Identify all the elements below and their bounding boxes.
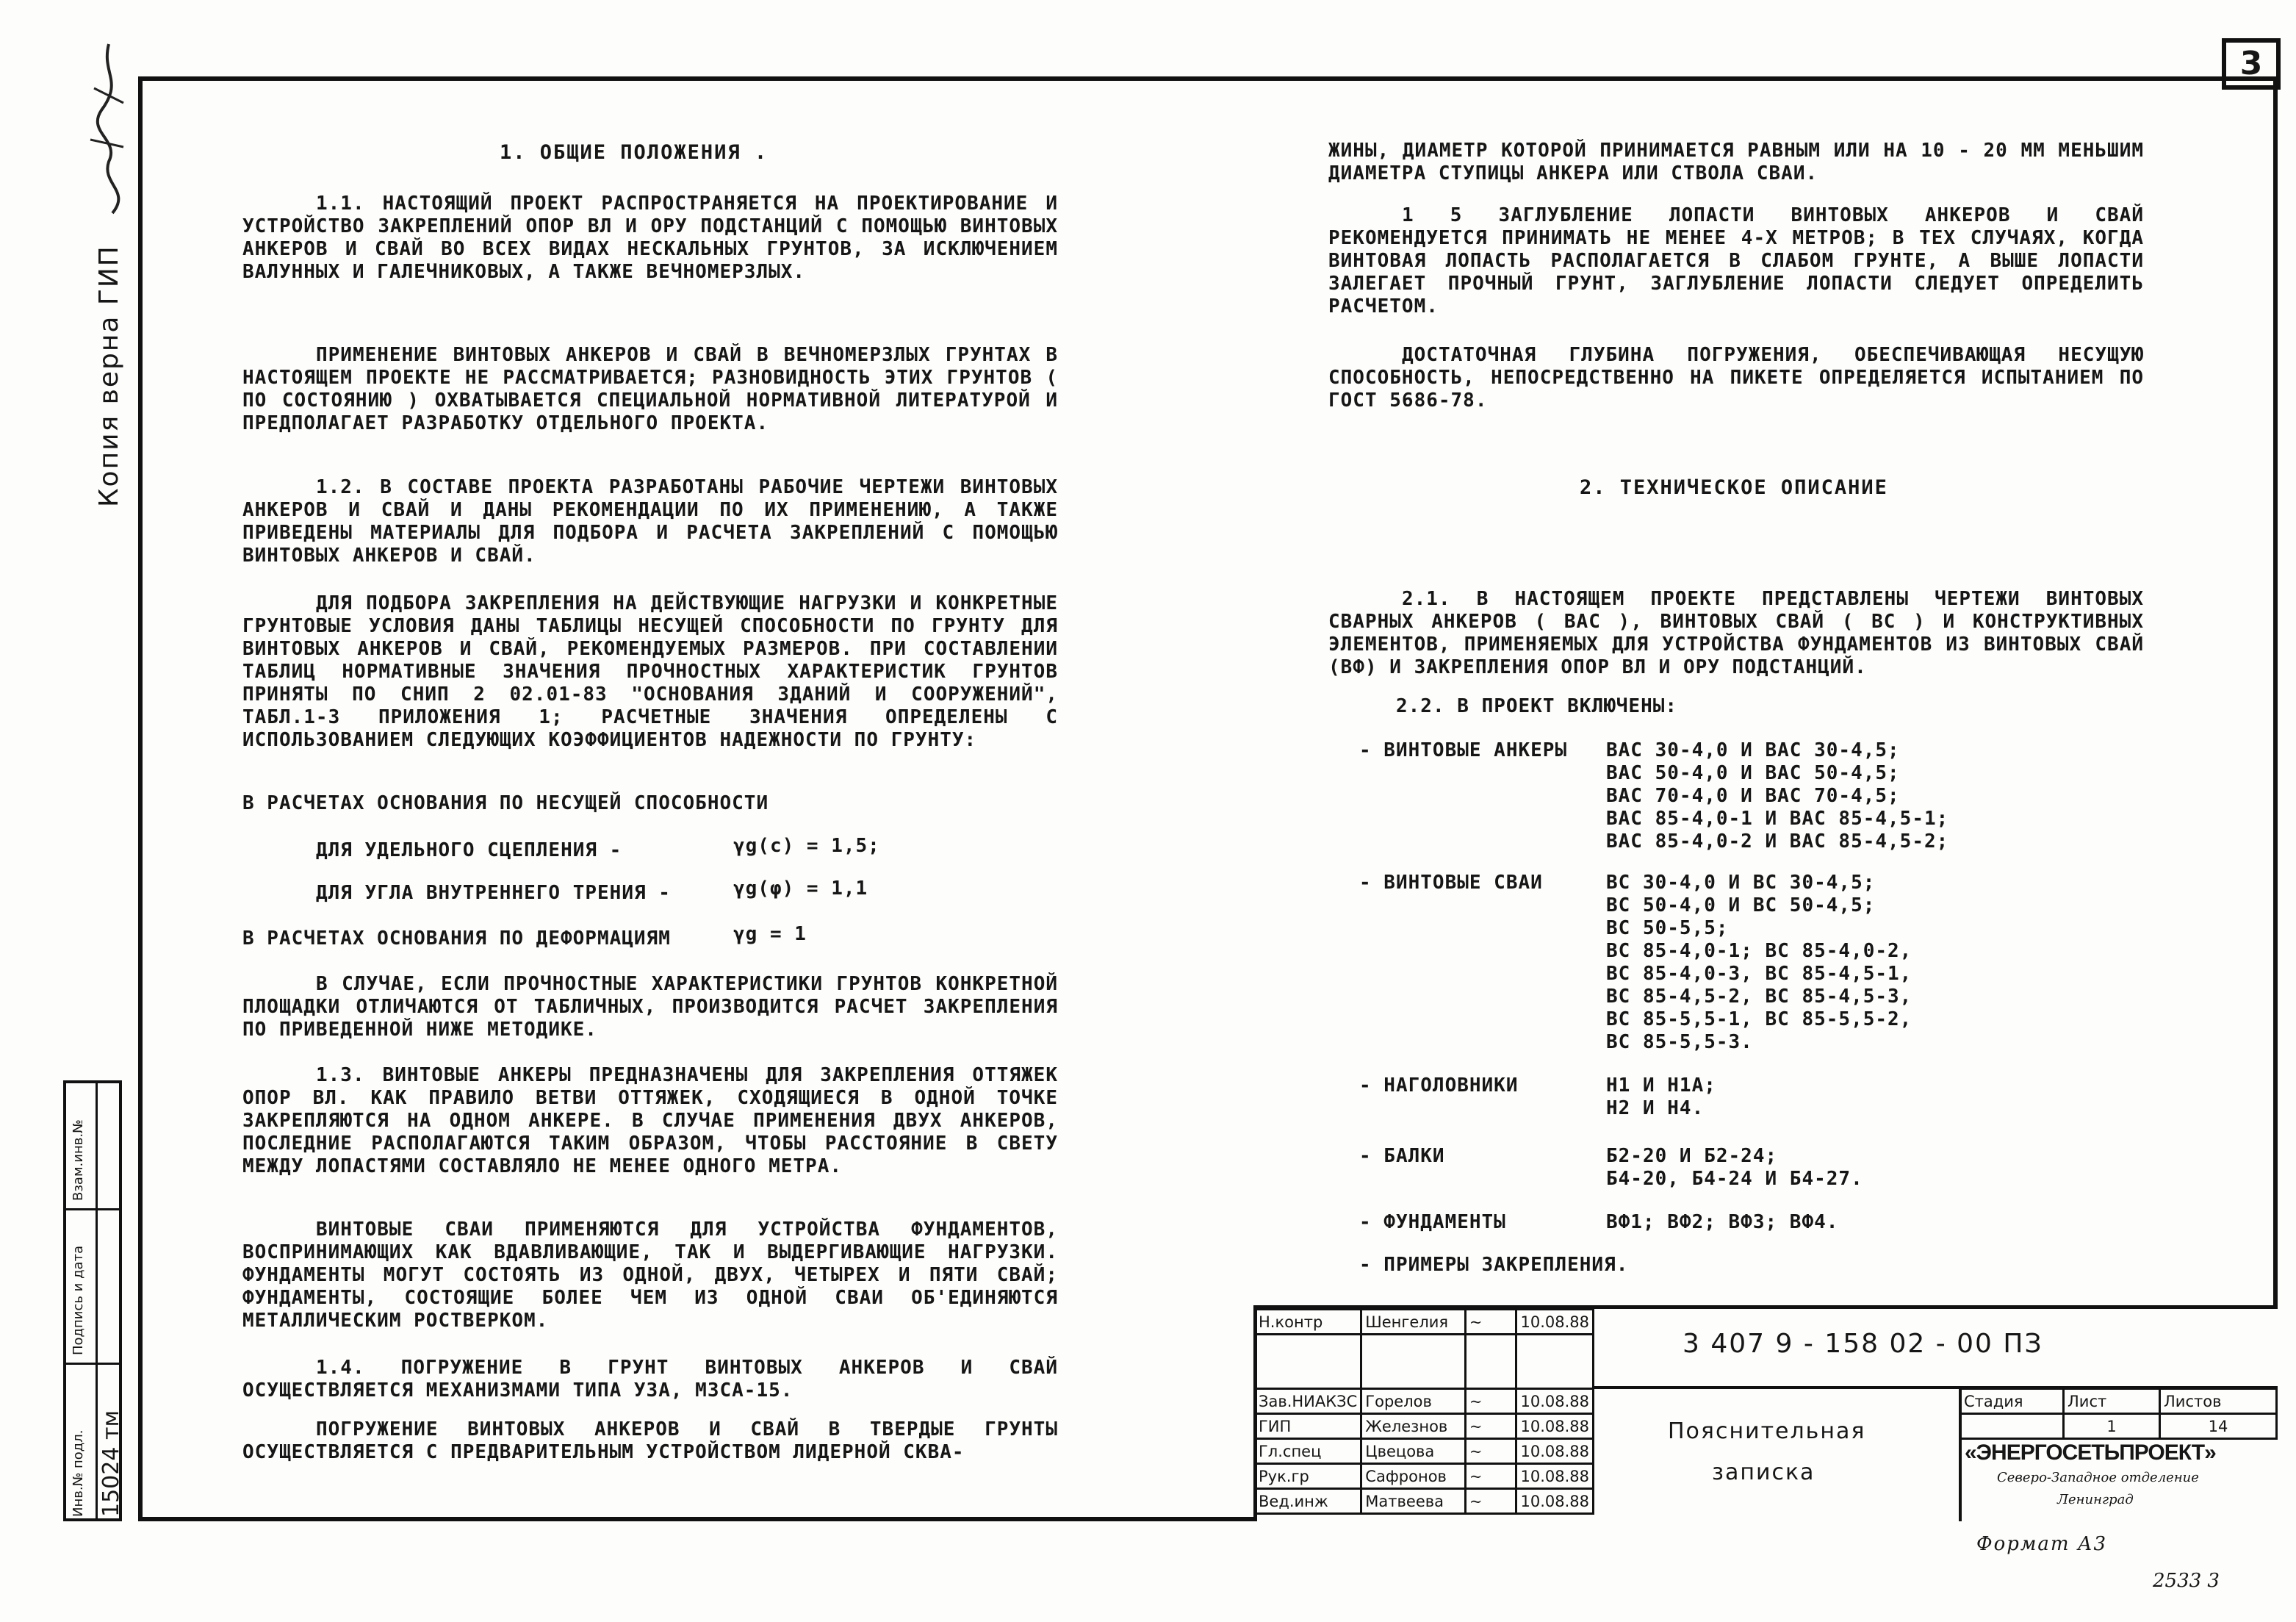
page-number: 3 — [2222, 38, 2281, 90]
para-1-1: 1.1. НАСТОЯЩИЙ ПРОЕКТ РАСПРОСТРАНЯЕТСЯ НА ПРОЕКТИРОВАНИЕ И УСТРОЙСТВО ЗАКРЕПЛЕНИЙ ОПОР ВЛ И ОРУ ПОДСТАНЦИЙ С ПОМОЩЬЮ ВИНТОВЫХ АНКЕРОВ И СВАЙ ВО ВСЕХ ВИДАХ НЕСКАЛЬНЫХ ГРУНТОВ, ЗА ИСКЛЮЧЕНИЕМ ВАЛУННЫХ И ГАЛЕЧНИКОВЫХ, А ТАКЖЕ ВЕЧНОМЕРЗЛЫХ. — [242, 193, 1058, 283]
section-1-heading: 1. ОБЩИЕ ПОЛОЖЕНИЯ . — [500, 141, 769, 164]
table-row: Стадия Лист Листов — [1960, 1389, 2277, 1414]
friction-label: ДЛЯ УГЛА ВНУТРЕННЕГО ТРЕНИЯ - — [316, 882, 671, 904]
piles-label: - ВИНТОВЫЕ СВАИ — [1359, 872, 1543, 894]
cohesion-label: ДЛЯ УДЕЛЬНОГО СЦЕПЛЕНИЯ - — [316, 839, 622, 861]
list-item: Н1 И Н1А; — [1606, 1074, 1716, 1097]
para-1-4b: ПОГРУЖЕНИЕ ВИНТОВЫХ АНКЕРОВ И СВАЙ В ТВЕРДЫЕ ГРУНТЫ ОСУЩЕСТВЛЯЕТСЯ С ПРЕДВАРИТЕЛЬНЫМ УСТРОЙСТВОМ ЛИДЕРНОЙ СКВА- — [242, 1418, 1058, 1463]
table-row: ГИП Железнов ~ 10.08.88 — [1255, 1414, 1594, 1439]
list-item: ВС 30-4,0 И ВС 30-4,5; — [1606, 872, 1876, 894]
list-item: ВС 85-4,0-1; ВС 85-4,0-2, — [1606, 940, 1912, 962]
para-1-5b: ДОСТАТОЧНАЯ ГЛУБИНА ПОГРУЖЕНИЯ, ОБЕСПЕЧИВАЮЩАЯ НЕСУЩУЮ СПОСОБНОСТЬ, НЕПОСРЕДСТВЕННО НА ПИКЕТЕ ОПРЕДЕЛЯЕТСЯ ИСПЫТАНИЕМ ПО ГОСТ 5686-78. — [1328, 344, 2144, 412]
gip-signature — [79, 29, 138, 250]
doc-code: 3 407 9 - 158 02 - 00 ПЗ — [1683, 1329, 2043, 1359]
para-2-1: 2.1. В НАСТОЯЩЕМ ПРОЕКТЕ ПРЕДСТАВЛЕНЫ ЧЕРТЕЖИ ВИНТОВЫХ СВАРНЫХ АНКЕРОВ ( ВАС ), ВИНТОВЫХ СВАЙ ( ВС ) И КОНСТРУКТИВНЫХ ЭЛЕМЕНТОВ, ПРИМЕНЯЕМЫХ ДЛЯ УСТРОЙСТВА ФУНДАМЕНТОВ ИЗ ВИНТОВЫХ СВАЙ (ВФ) И ЗАКРЕПЛЕНИЯ ОПОР ВЛ И ОРУ ПОДСТАНЦИЙ. — [1328, 588, 2144, 678]
foundations-label: - ФУНДАМЕНТЫ — [1359, 1211, 1506, 1233]
deform-label: В РАСЧЕТАХ ОСНОВАНИЯ ПО ДЕФОРМАЦИЯМ — [242, 927, 671, 950]
inventory-stamp — [63, 1080, 122, 1521]
anchors-label: - ВИНТОВЫЕ АНКЕРЫ — [1359, 739, 1568, 761]
list-item: ВС 50-5,5; — [1606, 917, 1729, 939]
para-1-3b: ВИНТОВЫЕ СВАИ ПРИМЕНЯЮТСЯ ДЛЯ УСТРОЙСТВА ФУНДАМЕНТОВ, ВОСПРИНИМАЮЩИХ КАК ВДАВЛИВАЮЩИЕ, ТАК И ВЫДЕРГИВАЮЩИЕ НАГРУЗКИ. ФУНДАМЕНТЫ МОГУТ СОСТОЯТЬ ИЗ ОДНОЙ, ДВУХ, ЧЕТЫРЕХ И ПЯТИ СВАЙ; ФУНДАМЕНТЫ, СОСТОЯЩИЕ БОЛЕЕ ЧЕМ ИЗ ОДНОЙ СВАИ ОБ'ЕДИНЯЮТСЯ МЕТАЛЛИЧЕСКИМ РОСТВЕРКОМ. — [242, 1219, 1058, 1332]
table-row — [1255, 1335, 1594, 1389]
para-2-2: 2.2. В ПРОЕКТ ВКЛЮЧЕНЫ: — [1396, 695, 1678, 717]
list-item: ВС 85-4,0-3, ВС 85-4,5-1, — [1606, 963, 1912, 985]
para-1-1b: ПРИМЕНЕНИЕ ВИНТОВЫХ АНКЕРОВ И СВАЙ В ВЕЧНОМЕРЗЛЫХ ГРУНТАХ В НАСТОЯЩЕМ ПРОЕКТЕ НЕ РАССМАТРИВАЕТСЯ; РАЗНОВИДНОСТЬ ЭТИХ ГРУНТОВ ( ПО СОСТОЯНИЮ ) ОХВАТЫВАЕТСЯ СПЕЦИАЛЬНОЙ НОРМАТИВНОЙ ЛИТЕРАТУРОЙ И ПРЕДПОЛАГАЕТ РАЗРАБОТКУ ОТДЕЛЬНОГО ПРОЕКТА. — [242, 344, 1058, 434]
para-1-3: 1.3. ВИНТОВЫЕ АНКЕРЫ ПРЕДНАЗНАЧЕНЫ ДЛЯ ЗАКРЕПЛЕНИЯ ОТТЯЖЕК ОПОР ВЛ. КАК ПРАВИЛО ВЕТВИ ОТТЯЖЕК, СХОДЯЩИЕСЯ В ОДНОЙ ТОЧКЕ ЗАКРЕПЛЯЮТСЯ НА ОДНОМ АНКЕРЕ. В СЛУЧАЕ ПРИМЕНЕНИЯ ДВУХ АНКЕРОВ, ПОСЛЕДНИЕ РАСПОЛАГАЮТСЯ ТАКИМ ОБРАЗОМ, ЧТОБЫ РАССТОЯНИЕ В СВЕТУ МЕЖДУ ЛОПАСТЯМИ СОСТАВЛЯЛО НЕ МЕНЕЕ ОДНОГО МЕТРА. — [242, 1064, 1058, 1177]
stamp-col-inventory: Инв.№ подл. — [71, 1429, 86, 1517]
list-item: ВС 50-4,0 И ВС 50-4,5; — [1606, 894, 1876, 916]
table-row: Гл.спец Цвецова ~ 10.08.88 — [1255, 1439, 1594, 1464]
friction-value: γg(φ) = 1,1 — [733, 878, 868, 900]
beams-label: - БАЛКИ — [1359, 1145, 1445, 1167]
signature-table — [1253, 1308, 1594, 1515]
caps-label: - НАГОЛОВНИКИ — [1359, 1074, 1519, 1097]
org-city: Ленинград — [2057, 1492, 2134, 1507]
examples-label: - ПРИМЕРЫ ЗАКРЕПЛЕНИЯ. — [1359, 1254, 1629, 1276]
list-item: ВС 85-5,5-1, ВС 85-5,5-2, — [1606, 1008, 1912, 1030]
list-item: Н2 И Н4. — [1606, 1097, 1705, 1119]
list-item: ВС 85-5,5-3. — [1606, 1031, 1753, 1053]
para-case: В СЛУЧАЕ, ЕСЛИ ПРОЧНОСТНЫЕ ХАРАКТЕРИСТИКИ ГРУНТОВ КОНКРЕТНОЙ ПЛОЩАДКИ ОТЛИЧАЮТСЯ ОТ ТАБЛИЧНЫХ, ПРОИЗВОДИТСЯ РАСЧЕТ ЗАКРЕПЛЕНИЯ ПО ПРИВЕДЕННОЙ НИЖЕ МЕТОДИКЕ. — [242, 973, 1058, 1041]
doc-name-line-2: записка — [1712, 1460, 1815, 1485]
list-item: ВАС 85-4,0-1 И ВАС 85-4,5-1; — [1606, 808, 1949, 830]
list-item: ВС 85-4,5-2, ВС 85-4,5-3, — [1606, 986, 1912, 1008]
table-row: Вед.инж Матвеева ~ 10.08.88 — [1255, 1489, 1594, 1514]
table-row: 1 14 — [1960, 1414, 2277, 1439]
list-item: ВАС 85-4,0-2 И ВАС 85-4,5-2; — [1606, 830, 1949, 853]
table-row: Рук.гр Сафронов ~ 10.08.88 — [1255, 1464, 1594, 1489]
table-row: Н.контр Шенгелия ~ 10.08.88 — [1255, 1310, 1594, 1335]
list-item: ВАС 50-4,0 И ВАС 50-4,5; — [1606, 762, 1900, 784]
corner-number: 2533 3 — [2153, 1570, 2220, 1592]
sheet-table — [1959, 1388, 2278, 1440]
list-item: ВАС 70-4,0 И ВАС 70-4,5; — [1606, 785, 1900, 807]
section-2-heading: 2. ТЕХНИЧЕСКОЕ ОПИСАНИЕ — [1580, 476, 1888, 499]
org-name: «ЭНЕРГОСЕТЬПРОЕКТ» — [1965, 1440, 2216, 1465]
para-cont: ЖИНЫ, ДИАМЕТР КОТОРОЙ ПРИНИМАЕТСЯ РАВНЫМ ИЛИ НА 10 - 20 ММ МЕНЬШИМ ДИАМЕТРА СТУПИЦЫ АНКЕРА ИЛИ СТВОЛА СВАИ. — [1328, 140, 2144, 184]
list-item: Б4-20, Б4-24 И Б4-27. — [1606, 1168, 1863, 1190]
format-label: Формат А3 — [1976, 1533, 2108, 1555]
para-1-5: 1 5 ЗАГЛУБЛЕНИЕ ЛОПАСТИ ВИНТОВЫХ АНКЕРОВ И СВАЙ РЕКОМЕНДУЕТСЯ ПРИНИМАТЬ НЕ МЕНЕЕ 4-Х МЕТРОВ; В ТЕХ СЛУЧАЯХ, КОГДА ВИНТОВАЯ ЛОПАСТЬ РАСПОЛАГАЕТСЯ В СЛАБОМ ГРУНТЕ, А ВЫШЕ ЛОПАСТИ ЗАЛЕГАЕТ ПРОЧНЫЙ ГРУНТ, ЗАГЛУБЛЕНИЕ ЛОПАСТИ СЛЕДУЕТ ОПРЕДЕЛИТЬ РАСЧЕТОМ. — [1328, 204, 2144, 317]
margin-note: Копия верна ГИП — [94, 245, 124, 507]
list-item: ВАС 30-4,0 И ВАС 30-4,5; — [1606, 739, 1900, 761]
calc-bearing: В РАСЧЕТАХ ОСНОВАНИЯ ПО НЕСУЩЕЙ СПОСОБНОСТИ — [242, 792, 769, 814]
list-item: Б2-20 И Б2-24; — [1606, 1145, 1778, 1167]
cohesion-value: γg(c) = 1,5; — [733, 835, 880, 857]
stamp-inventory-number: 15024 тм — [98, 1410, 124, 1517]
para-1-4: 1.4. ПОГРУЖЕНИЕ В ГРУНТ ВИНТОВЫХ АНКЕРОВ И СВАЙ ОСУЩЕСТВЛЯЕТСЯ МЕХАНИЗМАМИ ТИПА УЗА, МЗСА-15. — [242, 1357, 1058, 1402]
table-row: Зав.НИАКЗС Горелов ~ 10.08.88 — [1255, 1389, 1594, 1414]
foundations-list: ВФ1; ВФ2; ВФ3; ВФ4. — [1606, 1211, 1839, 1233]
para-1-2b: ДЛЯ ПОДБОРА ЗАКРЕПЛЕНИЯ НА ДЕЙСТВУЮЩИЕ НАГРУЗКИ И КОНКРЕТНЫЕ ГРУНТОВЫЕ УСЛОВИЯ ДАНЫ ТАБЛИЦЫ НЕСУЩЕЙ СПОСОБНОСТИ ПО ГРУНТУ ДЛЯ ВИНТОВЫХ АНКЕРОВ И СВАЙ, РЕКОМЕНДУЕМЫХ РАЗМЕРОВ. ПРИ СОСТАВЛЕНИИ ТАБЛИЦ НОРМАТИВНЫЕ ЗНАЧЕНИЯ ПРОЧНОСТНЫХ ХАРАКТЕРИСТИК ГРУНТОВ ПРИНЯТЫ ПО СНИП 2 02.01-83 "ОСНОВАНИЯ ЗДАНИЙ И СООРУЖЕНИЙ", ТАБЛ.1-3 ПРИЛОЖЕНИЯ 1; РАСЧЕТНЫЕ ЗНАЧЕНИЯ ОПРЕДЕЛЕНЫ С ИСПОЛЬЗОВАНИЕМ СЛЕДУЮЩИХ КОЭФФИЦИЕНТОВ НАДЕЖНОСТИ ПО ГРУНТУ: — [242, 592, 1058, 751]
doc-name-line-1: Пояснительная — [1668, 1418, 1866, 1444]
org-subtitle: Северо-Западное отделение — [1997, 1470, 2199, 1485]
para-1-2: 1.2. В СОСТАВЕ ПРОЕКТА РАЗРАБОТАНЫ РАБОЧИЕ ЧЕРТЕЖИ ВИНТОВЫХ АНКЕРОВ И СВАЙ И ДАНЫ РЕКОМЕНДАЦИИ ПО ИХ ПРИМЕНЕНИЮ, А ТАКЖЕ ПРИВЕДЕНЫ МАТЕРИАЛЫ ДЛЯ ПОДБОРА И РАСЧЕТА ЗАКРЕПЛЕНИЙ С ПОМОЩЬЮ ВИНТОВЫХ АНКЕРОВ И СВАЙ. — [242, 476, 1058, 567]
stamp-col-signature: Подпись и дата — [71, 1245, 86, 1355]
stamp-col-replace: Взам.инв.№ — [71, 1119, 86, 1201]
deform-value: γg = 1 — [733, 923, 807, 945]
